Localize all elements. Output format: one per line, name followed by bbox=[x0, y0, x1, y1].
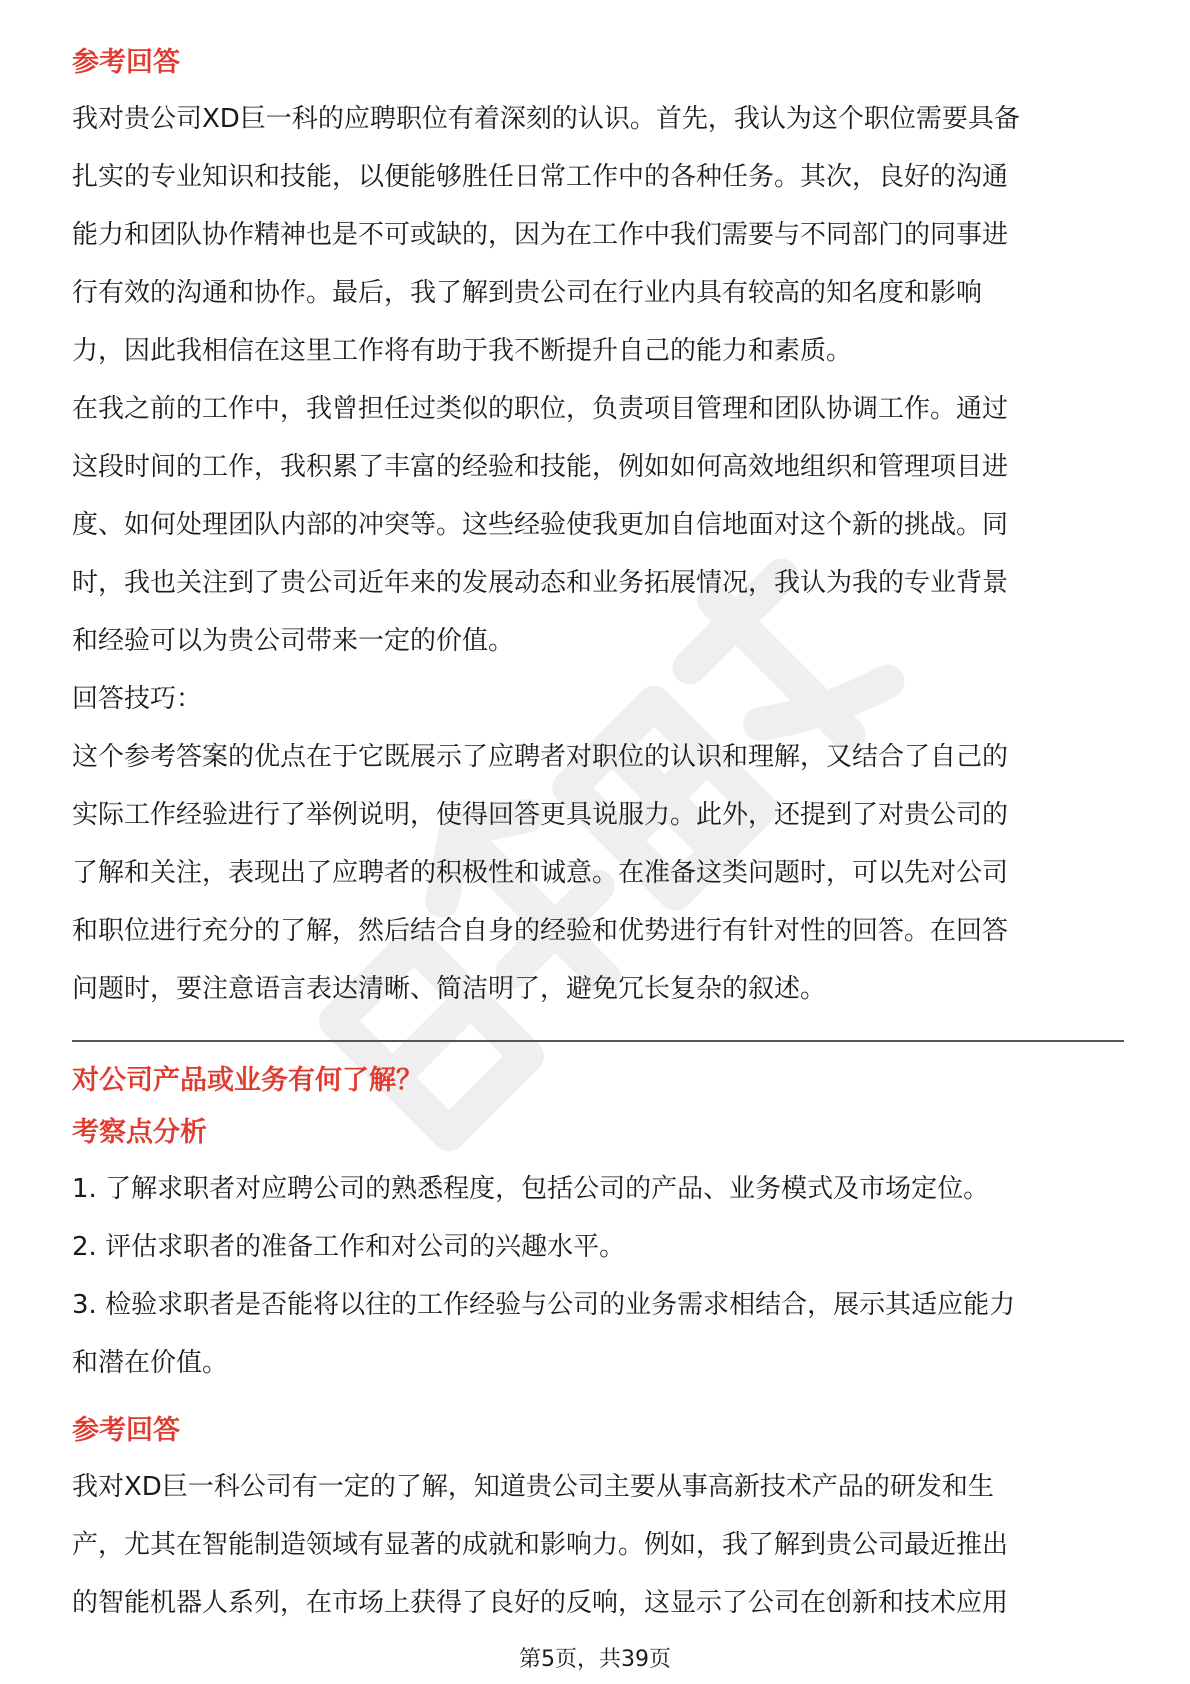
analysis-heading: 考察点分析 bbox=[72, 1117, 207, 1148]
answer-paragraph-2: 在我之前的工作中，我曾担任过类似的职位，负责项目管理和团队协调工作。通过 这段时间的工作，我积累了丰富的经验和技能，例如如何高效地组织和管理项目进 度、如何处理团队内部的冲突等。这些经验使我更加自信地面对这个新的挑战。同 时，我也关注到了贵公司近年来的发展动态和业务拓展情况，我认为我的专业背景 和经验可以为贵公司带来一定的价值。 bbox=[72, 394, 1009, 656]
page-number-footer: 第5页，共39页 bbox=[519, 1647, 671, 1672]
question-title: 对公司产品或业务有何了解？ bbox=[72, 1065, 423, 1096]
page-content bbox=[72, 44, 1124, 1632]
section-divider bbox=[72, 1040, 1124, 1042]
reference-answer-heading: 参考回答 bbox=[72, 47, 180, 78]
tips-paragraph: 这个参考答案的优点在于它既展示了应聘者对职位的认识和理解，又结合了自己的 实际工作经验进行了举例说明，使得回答更具说服力。此外，还提到了对贵公司的 了解和关注，表现出了应聘者的积极性和诚意。在准备这类问题时，可以先对公司 和职位进行充分的了解，然后结合自身的经验和优势进行有针对性的回答。在回答 问题时，要注意语言表达清晰、简洁明了，避免冗长复杂的叙述。 bbox=[72, 742, 1009, 1004]
reference-answer-heading-2: 参考回答 bbox=[72, 1415, 180, 1446]
answer-paragraph-1: 我对贵公司XD巨一科的应聘职位有着深刻的认识。首先，我认为这个职位需要具备 扎实的专业知识和技能，以便能够胜任日常工作中的各种任务。其次，良好的沟通 能力和团队协作精神也是不可或缺的，因为在工作中我们需要与不同部门的同事进 行有效的沟通和协作。最后，我了解到贵公司在行业内具有较高的知名度和影响 力，因此我相信在这里工作将有助于我不断提升自己的能力和素质。 bbox=[72, 104, 1020, 366]
analysis-item-2: 2. 评估求职者的准备工作和对公司的兴趣水平。 bbox=[72, 1232, 626, 1262]
analysis-item-3: 3. 检验求职者是否能将以往的工作经验与公司的业务需求相结合，展示其适应能力 和潜在价值。 bbox=[72, 1290, 1016, 1378]
answer-paragraph-3: 我对XD巨一科公司有一定的了解，知道贵公司主要从事高新技术产品的研发和生 产，尤其在智能制造领域有显著的成就和影响力。例如，我了解到贵公司最近推出 的智能机器人系列，在市场上获得了良好的反响，这显示了公司在创新和技术应用 bbox=[72, 1472, 1009, 1618]
tips-label: 回答技巧： bbox=[72, 684, 203, 714]
analysis-item-1: 1. 了解求职者对应聘公司的熟悉程度，包括公司的产品、业务模式及市场定位。 bbox=[72, 1174, 990, 1204]
